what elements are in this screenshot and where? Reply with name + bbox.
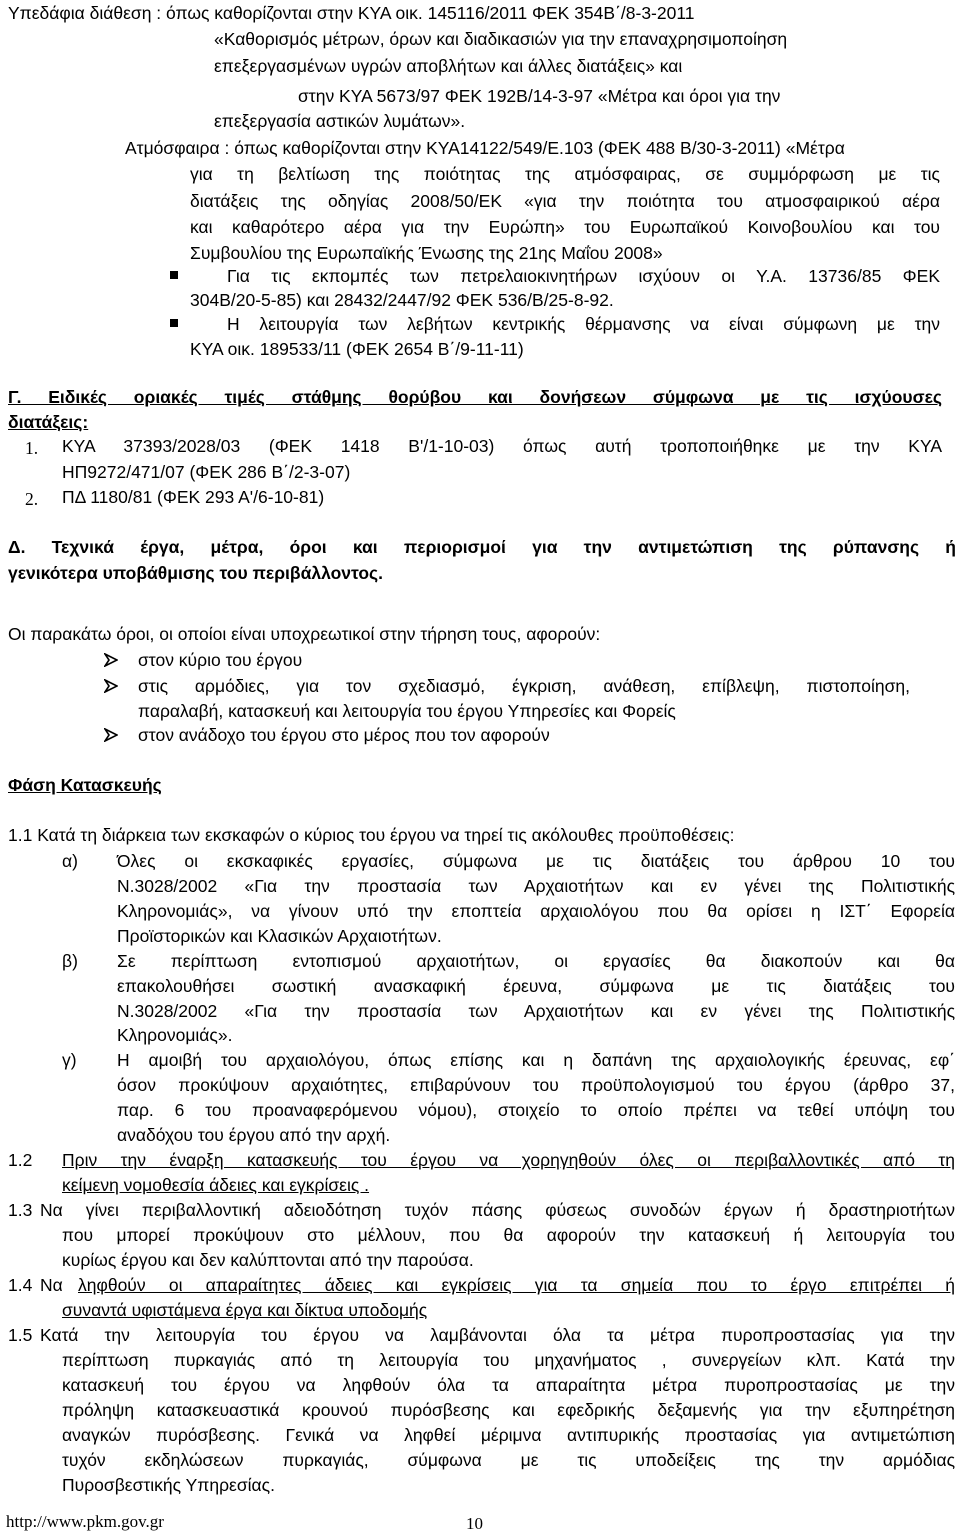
text-line: επεξεργασμένων υγρών αποβλήτων και άλλες διατάξεις» και (214, 56, 683, 76)
text-line: Συμβουλίου της Ευρωπαϊκής Ένωσης της 21ης Μαΐου 2008» (190, 243, 663, 263)
paragraph-number: 1.5 (8, 1325, 33, 1345)
paragraph-line: Κληρονομιάς». (117, 1025, 233, 1045)
text-line: στην ΚΥΑ 5673/97 ΦΕΚ 192Β/14-3-97 «Μέτρα και όροι για την (298, 86, 781, 106)
paragraph-line: περίπτωση πυρκαγιάς από τη λειτουργία του μηχανήματος , συνεργείων κλπ. Κατά την (62, 1350, 955, 1370)
arrow-item: στις αρμόδιες, για τον σχεδιασμό, έγκριση, ανάθεση, επίβλεψη, πιστοποίηση, (138, 676, 910, 696)
paragraph-line: κείμενη νομοθεσία άδειες και εγκρίσεις . (62, 1175, 370, 1195)
arrow-bullet-icon (104, 728, 118, 742)
text-line: για τη βελτίωση της ποιότητας της ατμόσφαιρας, σε συμμόρφωση με τις (190, 164, 940, 184)
paragraph-line: Να (40, 1275, 63, 1295)
paragraph-line: 1.1 Κατά τη διάρκεια των εκσκαφών ο κύριος του έργου να τηρεί τις ακόλουθες προϋποθέσεις: (8, 825, 735, 845)
text-line: και καθαρότερο αέρα για την Ευρώπη» του Ευρωπαϊκού Κοινοβουλίου και του (190, 217, 940, 237)
paragraph-line: πρόληψη κατασκευαστικά κρουνού πυρόσβεσης και εφεδρικής δεξαμενής για την εξυπηρέτηση (62, 1400, 955, 1420)
paragraph-line: Η αμοιβή του αρχαιολόγου, όπως επίσης και η δαπάνη της αρχαιολογικής έρευνας, εφ΄ (117, 1050, 955, 1070)
paragraph-line: όσον προκύψουν αρχαιότητες, επιβαρύνουν του προϋπολογισμού του έργου (άρθρο 37, (117, 1075, 955, 1095)
item-mark: γ) (62, 1050, 77, 1070)
paragraph-number: 1.3 (8, 1200, 33, 1220)
paragraph-line: κυρίως έργου και δεν καλύπτονται από την παρούσα. (62, 1250, 474, 1270)
arrow-item: στον κύριο του έργου (138, 650, 303, 670)
section-heading: Δ. Τεχνικά έργα, μέτρα, όροι και περιορισμοί για την αντιμετώπιση της ρύπανσης ή (8, 537, 956, 557)
text-line: «Καθορισμός μέτρων, όρων και διαδικασιών για την επαναχρησιμοποίηση (214, 29, 788, 49)
section-heading: Γ. Ειδικές οριακές τιμές στάθμης θορύβου και δονήσεων σύμφωνα με τις ισχύουσες (8, 387, 942, 407)
arrow-item: στον ανάδοχο του έργου στο μέρος που τον αφορούν (138, 725, 550, 745)
paragraph-line: Πριν την έναρξη κατασκευής του έργου να χορηγηθούν όλες οι περιβαλλοντικές από τη (62, 1150, 955, 1170)
paragraph-line: συναντά υφιστάμενα έργα και δίκτυα υποδομής (62, 1300, 428, 1320)
list-number: 1. (25, 438, 39, 458)
list-item: ΚΥΑ 37393/2028/03 (ΦΕΚ 1418 Β'/1-10-03) όπως αυτή τροποποιήθηκε με την ΚΥΑ (62, 436, 942, 456)
text-line: Ατμόσφαιρα : όπως καθορίζονται στην ΚΥΑ14122/549/Ε.103 (ΦΕΚ 488 Β/30-3-2011) «Μέτρα (125, 138, 845, 158)
list-item: ΗΠ9272/471/07 (ΦΕΚ 286 Β΄/2-3-07) (62, 462, 351, 482)
paragraph-line: Κατά την λειτουργία του έργου να λαμβάνονται όλα τα μέτρα πυροπροστασίας για την (40, 1325, 955, 1345)
list-number: 2. (25, 489, 39, 509)
text-line: Υπεδάφια διάθεση : όπως καθορίζονται στην ΚΥΑ οικ. 145116/2011 ΦΕΚ 354Β΄/8-3-2011 (8, 3, 695, 23)
list-item: ΠΔ 1180/81 (ΦΕΚ 293 Α'/6-10-81) (62, 487, 325, 507)
paragraph-line: ληφθούν οι απαραίτητες άδειες και εγκρίσεις για τα σημεία που το έργο επιτρέπει ή (78, 1275, 955, 1295)
paragraph-line: Όλες οι εκσκαφικές εργασίες, σύμφωνα με τις διατάξεις του άρθρου 10 του (117, 851, 955, 871)
paragraph-line: κατασκευή του έργου να ληφθούν όλα τα απαραίτητα μέτρα πυροπροστασίας με την (62, 1375, 955, 1395)
paragraph-line: τυχόν εκδηλώσεων πυρκαγιάς, σύμφωνα με τις υποδείξεις της την αρμόδιας (62, 1450, 955, 1470)
paragraph-line: Σε περίπτωση εντοπισμού αρχαιοτήτων, οι εργασίες θα διακοπούν και θα (117, 951, 955, 971)
paragraph-line: αναγκών πυρόσβεσης. Γενικά να ληφθεί μέριμνα αντιπυρικής προστασίας για αντιμετώπιση (62, 1425, 955, 1445)
section-heading: γενικότερα υποβάθμισης του περιβάλλοντος. (8, 563, 383, 583)
paragraph-line: Πυροσβεστικής Υπηρεσίας. (62, 1475, 275, 1495)
bullet-text: Για τις εκπομπές των πετρελαιοκινητήρων ισχύουν οι Υ.Α. 13736/85 ΦΕΚ (227, 266, 940, 286)
footer-url-link[interactable]: http://www.pkm.gov.gr (6, 1512, 164, 1531)
paragraph-line: επακολουθήσει σωστική ανασκαφική έρευνα, σύμφωνα με τις διατάξεις του (117, 976, 955, 996)
paragraph-line: Να γίνει περιβαλλοντική αδειοδότηση τυχόν πάσης φύσεως συνοδών έργων ή δραστηριοτήτων (40, 1200, 955, 1220)
arrow-bullet-icon (104, 653, 118, 667)
paragraph-number: 1.2 (8, 1150, 33, 1170)
bullet-text: 304Β/20-5-85) και 28432/2447/92 ΦΕΚ 536/Β/25-8-92. (190, 290, 614, 310)
text-line: διατάξεις της οδηγίας 2008/50/ΕΚ «για την ποιότητα του ατμοσφαιρικού αέρα (190, 191, 940, 211)
paragraph-line: παρ. 6 του προαναφερόμενου νόμου), στοιχείο το οποίο πρέπει να τεθεί υπόψη του (117, 1100, 955, 1120)
paragraph-line: Προϊστορικών και Κλασικών Αρχαιοτήτων. (117, 926, 442, 946)
phase-heading: Φάση Κατασκευής (8, 775, 162, 795)
bullet-text: Η λειτουργία των λεβήτων κεντρικής θέρμανσης να είναι σύμφωνη με την (227, 314, 940, 334)
intro-text: Οι παρακάτω όροι, οι οποίοι είναι υποχρεωτικοί στην τήρηση τους, αφορούν: (8, 624, 601, 644)
item-mark: α) (62, 851, 78, 871)
bullet-text: ΚΥΑ οικ. 189533/11 (ΦΕΚ 2654 Β΄/9-11-11) (190, 339, 524, 359)
paragraph-line: που μπορεί προκύψουν στο μέλλουν, που θα αφορούν την κατασκευή ή λειτουργία του (62, 1225, 955, 1245)
page-number: 10 (466, 1514, 483, 1533)
paragraph-line: Ν.3028/2002 «Για την προστασία των Αρχαιοτήτων και εν γένει της Πολιτιστικής (117, 876, 955, 896)
square-bullet-icon (170, 271, 178, 279)
paragraph-line: Ν.3028/2002 «Για την προστασία των Αρχαιοτήτων και εν γένει της Πολιτιστικής (117, 1001, 955, 1021)
paragraph-line: αναδόχου του έργου από την αρχή. (117, 1125, 391, 1145)
arrow-item: παραλαβή, κατασκευή και λειτουργία του έργου Υπηρεσίες και Φορείς (138, 701, 676, 721)
item-mark: β) (62, 951, 78, 971)
paragraph-line: Κληρονομιάς», να γίνουν υπό την εποπτεία αρχαιολόγου που θα ορίσει η ΙΣΤ΄ Εφορεία (117, 901, 955, 921)
text-line: επεξεργασία αστικών λυμάτων». (214, 111, 466, 131)
paragraph-number: 1.4 (8, 1275, 33, 1295)
section-heading: διατάξεις: (8, 412, 89, 432)
arrow-bullet-icon (104, 679, 118, 693)
square-bullet-icon (170, 319, 178, 327)
